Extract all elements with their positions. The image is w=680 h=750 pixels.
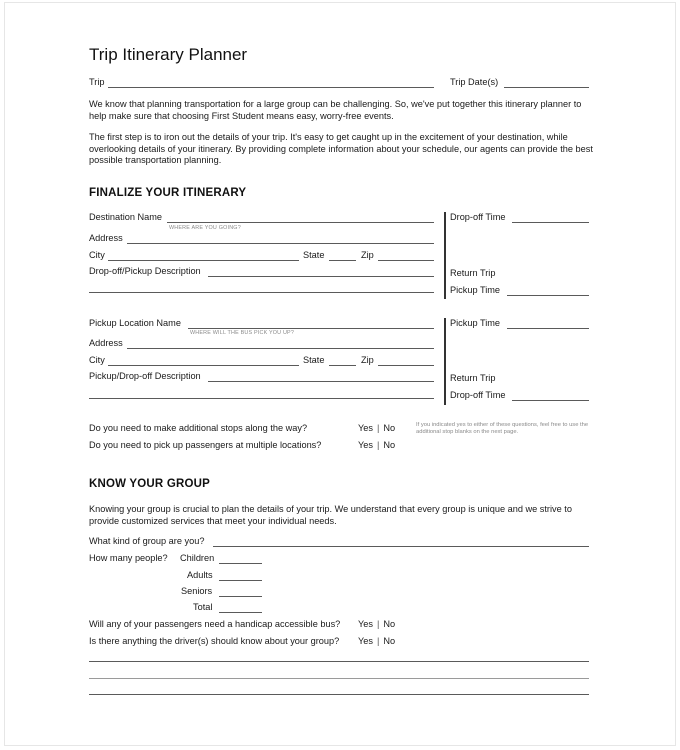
yes-option[interactable]: Yes [358, 619, 373, 629]
destination-description-field-2[interactable] [89, 292, 434, 293]
destination-name-hint: WHERE ARE YOU GOING? [169, 225, 241, 231]
pickup-zip-field[interactable] [378, 365, 434, 366]
yes-option[interactable]: Yes [358, 440, 373, 450]
children-label: Children [180, 553, 215, 563]
destination-city-field[interactable] [108, 260, 299, 261]
return-dropoff-time-field[interactable] [512, 400, 589, 401]
dropoff-time-label: Drop-off Time [450, 212, 506, 222]
dropoff-time-field[interactable] [512, 222, 589, 223]
destination-address-label: Address [89, 233, 123, 243]
yes-option[interactable]: Yes [358, 423, 373, 433]
pickup-address-label: Address [89, 338, 123, 348]
group-type-label: What kind of group are you? [89, 536, 205, 546]
destination-description-field[interactable] [208, 276, 434, 277]
group-type-field[interactable] [213, 546, 589, 547]
question-driver-notes: Is there anything the driver(s) should know about your group? [89, 636, 340, 646]
trip-dates-field[interactable] [504, 87, 589, 88]
seniors-label: Seniors [181, 586, 213, 596]
destination-address-field[interactable] [127, 243, 434, 244]
destination-name-label: Destination Name [89, 212, 163, 222]
no-option[interactable]: No [383, 440, 396, 450]
yes-no-multiple-locations [358, 440, 395, 450]
trip-field[interactable] [108, 87, 434, 88]
driver-notes-line-3[interactable] [89, 694, 589, 695]
question-additional-stops: Do you need to make additional stops along the way? [89, 423, 308, 433]
pickup-state-label: State [303, 355, 325, 365]
return-dropoff-time-label: Drop-off Time [450, 390, 506, 400]
intro-paragraph-1: We know that planning transportation for a large group can be challenging. So, we've put together this itinerary planner to help make sure that choosing First Student means easy, worry-free events. [89, 99, 582, 121]
yes-no-additional-stops [358, 423, 395, 433]
return-trip-label: Return Trip [450, 268, 496, 278]
destination-zip-field[interactable] [378, 260, 434, 261]
seniors-field[interactable] [219, 596, 262, 597]
driver-notes-line-1[interactable] [89, 661, 589, 662]
destination-description-label: Drop-off/Pickup Description [89, 266, 201, 276]
pickup-city-label: City [89, 355, 105, 365]
pickup-description-label: Pickup/Drop-off Description [89, 371, 201, 381]
yes-option[interactable]: Yes [358, 636, 373, 646]
destination-name-field[interactable] [167, 222, 434, 223]
driver-notes-line-2[interactable] [89, 678, 589, 679]
how-many-label: How many people? [89, 553, 168, 563]
trip-label: Trip [89, 77, 105, 87]
pickup-location-name-label: Pickup Location Name [89, 318, 181, 328]
pickup-description-field[interactable] [208, 381, 434, 382]
yes-no-driver-notes [358, 636, 395, 646]
yes-no-handicap-bus [358, 619, 395, 629]
question-multiple-locations: Do you need to pick up passengers at multiple locations? [89, 440, 322, 450]
separator: | [377, 619, 380, 629]
pickup-description-field-2[interactable] [89, 398, 434, 399]
divider-bar [444, 212, 446, 299]
pickup-state-field[interactable] [329, 365, 356, 366]
destination-state-label: State [303, 250, 325, 260]
pickup-zip-label: Zip [361, 355, 374, 365]
return-pickup-time-field[interactable] [507, 295, 589, 296]
divider-bar-2 [444, 318, 446, 405]
intro-paragraph-2: The first step is to iron out the details of your trip. It's easy to get caught up in the excitement of your destination, while overlooking details of your itinerary. By providing complete information about your schedule, our agents can provide the best possible transportation planning. [89, 132, 593, 165]
destination-state-field[interactable] [329, 260, 356, 261]
return-pickup-time-label: Pickup Time [450, 285, 501, 295]
pickup-time-label: Pickup Time [450, 318, 501, 328]
separator: | [377, 636, 380, 646]
pickup-return-trip-label: Return Trip [450, 373, 496, 383]
section-heading-group: KNOW YOUR GROUP [89, 478, 210, 490]
adults-field[interactable] [219, 580, 262, 581]
total-label: Total [193, 602, 213, 612]
children-field[interactable] [219, 563, 262, 564]
total-field[interactable] [219, 612, 262, 613]
trip-dates-label: Trip Date(s) [450, 77, 499, 87]
pickup-location-hint: WHERE WILL THE BUS PICK YOU UP? [190, 330, 295, 336]
question-handicap-bus: Will any of your passengers need a handicap accessible bus? [89, 619, 341, 629]
no-option[interactable]: No [383, 636, 396, 646]
pickup-address-field[interactable] [127, 348, 434, 349]
separator: | [377, 423, 380, 433]
page-title: Trip Itinerary Planner [89, 45, 248, 64]
pickup-time-field[interactable] [507, 328, 589, 329]
section-heading-finalize: FINALIZE YOUR ITINERARY [89, 187, 247, 199]
group-paragraph: Knowing your group is crucial to plan the details of your trip. We understand that every group is unique and we strive to provide customized services that meet your individual needs. [89, 504, 572, 526]
no-option[interactable]: No [383, 619, 396, 629]
pickup-location-name-field[interactable] [188, 328, 434, 329]
separator: | [377, 440, 380, 450]
pickup-city-field[interactable] [108, 365, 299, 366]
adults-label: Adults [187, 570, 213, 580]
side-note: If you indicated yes to either of these questions, feel free to use the additional stop blanks on the next page. [416, 422, 589, 435]
destination-zip-label: Zip [361, 250, 374, 260]
destination-city-label: City [89, 250, 105, 260]
no-option[interactable]: No [383, 423, 396, 433]
